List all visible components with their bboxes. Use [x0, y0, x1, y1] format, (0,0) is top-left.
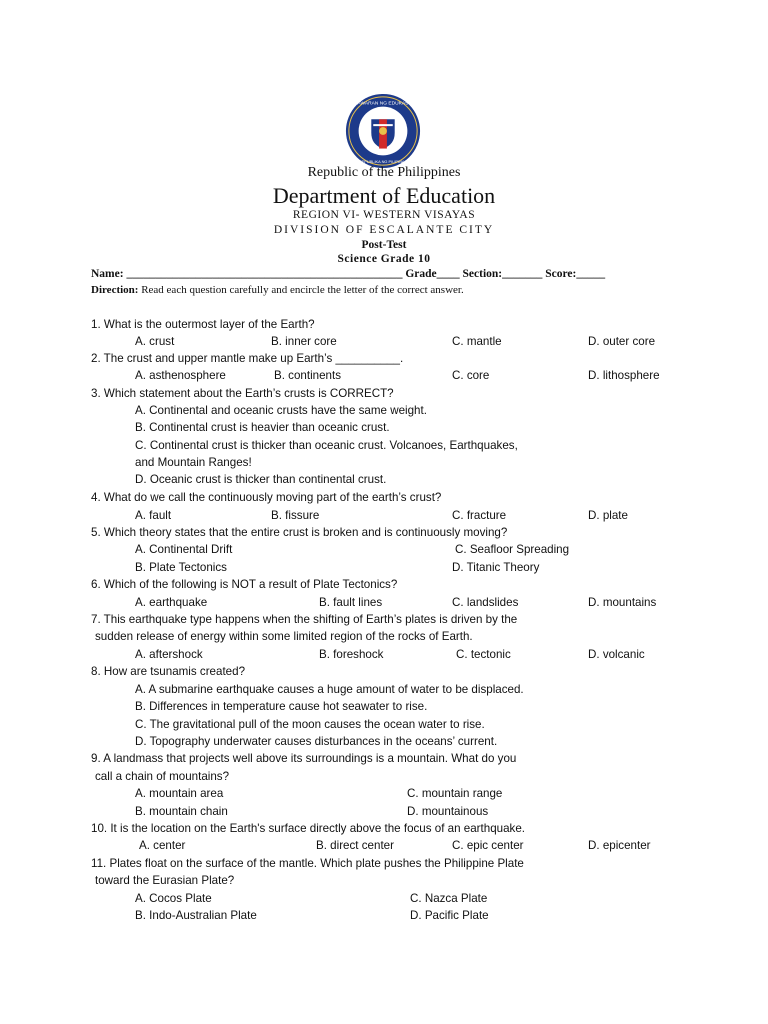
deped-seal-logo — [344, 92, 422, 170]
question-6: 6. Which of the following is NOT a result of Plate Tectonics? — [91, 578, 398, 591]
question-3: 3. Which statement about the Earth’s crusts is CORRECT? — [91, 387, 394, 400]
q9-option-b[interactable]: B. mountain chain — [135, 805, 228, 818]
q5-option-d[interactable]: D. Titanic Theory — [452, 561, 540, 574]
q4-option-a[interactable]: A. fault — [135, 509, 172, 522]
question-7: 7. This earthquake type happens when the shifting of Earth’s plates is driven by the — [91, 613, 518, 626]
q3-option-b[interactable]: B. Continental crust is heavier than oceanic crust. — [135, 421, 390, 434]
q2-option-c[interactable]: C. core — [452, 369, 490, 382]
q5-option-b[interactable]: B. Plate Tectonics — [135, 561, 227, 574]
direction-line — [91, 284, 464, 296]
q10-option-a[interactable]: A. center — [139, 839, 186, 852]
question-9: 9. A landmass that projects well above its surroundings is a mountain. What do you — [91, 752, 517, 765]
q6-option-a[interactable]: A. earthquake — [135, 596, 208, 609]
division-heading: DIVISION OF ESCALANTE CITY — [273, 224, 495, 236]
q1-option-a[interactable]: A. crust — [135, 335, 175, 348]
q8-option-d[interactable]: D. Topography underwater causes disturbances in the oceans’ current. — [135, 735, 498, 748]
grade-blank[interactable]: ____ — [436, 268, 460, 280]
q6-option-c[interactable]: C. landslides — [452, 596, 519, 609]
question-7-continued: sudden release of energy within some limited region of the rocks of Earth. — [95, 630, 473, 643]
q7-option-b[interactable]: B. foreshock — [319, 648, 384, 661]
q2-option-b[interactable]: B. continents — [274, 369, 342, 382]
q2-option-a[interactable]: A. asthenosphere — [135, 369, 226, 382]
question-11: 11. Plates float on the surface of the mantle. Which plate pushes the Philippine Plate — [91, 857, 524, 870]
q7-option-d[interactable]: D. volcanic — [588, 648, 645, 661]
q10-option-c[interactable]: C. epic center — [452, 839, 524, 852]
q4-option-d[interactable]: D. plate — [588, 509, 628, 522]
region-heading: REGION VI- WESTERN VISAYAS — [292, 209, 476, 221]
direction-label: Direction: — [91, 284, 139, 296]
test-title: Post-Test — [361, 239, 407, 251]
q1-option-b[interactable]: B. inner core — [271, 335, 337, 348]
question-4: 4. What do we call the continuously moving part of the earth’s crust? — [91, 491, 442, 504]
department-heading: Department of Education — [272, 183, 496, 208]
question-10: 10. It is the location on the Earth's surface directly above the focus of an earthquake. — [91, 822, 526, 835]
q11-option-a[interactable]: A. Cocos Plate — [135, 892, 212, 905]
republic-heading: Republic of the Philippines — [307, 165, 461, 180]
direction-text: Read each question carefully and encircle the letter of the correct answer. — [141, 284, 464, 296]
q5-option-a[interactable]: A. Continental Drift — [135, 543, 233, 556]
q4-option-b[interactable]: B. fissure — [271, 509, 320, 522]
q9-option-d[interactable]: D. mountainous — [407, 805, 489, 818]
q9-option-a[interactable]: A. mountain area — [135, 787, 224, 800]
question-2: 2. The crust and upper mantle make up Earth’s __________. — [91, 352, 404, 365]
question-1: 1. What is the outermost layer of the Earth? — [91, 318, 315, 331]
q11-option-d[interactable]: D. Pacific Plate — [410, 909, 489, 922]
q2-option-d[interactable]: D. lithosphere — [588, 369, 660, 382]
q3-option-a[interactable]: A. Continental and oceanic crusts have the same weight. — [135, 404, 427, 417]
q4-option-c[interactable]: C. fracture — [452, 509, 507, 522]
grade-label: Grade — [405, 268, 437, 280]
q6-option-b[interactable]: B. fault lines — [319, 596, 383, 609]
q6-option-d[interactable]: D. mountains — [588, 596, 657, 609]
q10-option-b[interactable]: B. direct center — [316, 839, 394, 852]
q1-option-d[interactable]: D. outer core — [588, 335, 656, 348]
name-blank[interactable]: ________________________________________________ — [126, 268, 403, 280]
name-label: Name: — [91, 268, 124, 280]
question-8: 8. How are tsunamis created? — [91, 665, 246, 678]
q11-option-b[interactable]: B. Indo-Australian Plate — [135, 909, 257, 922]
svg-text:REPUBLIKA NG PILIPINAS: REPUBLIKA NG PILIPINAS — [358, 159, 408, 165]
section-blank[interactable]: _______ — [502, 268, 543, 280]
section-label: Section: — [462, 268, 503, 280]
score-blank[interactable]: _____ — [576, 268, 606, 280]
subject-grade: Science Grade 10 — [337, 253, 431, 265]
q3-option-c[interactable]: C. Continental crust is thicker than oceanic crust. Volcanoes, Earthquakes, — [135, 439, 518, 452]
student-info-line — [91, 268, 605, 280]
q5-option-c[interactable]: C. Seafloor Spreading — [455, 543, 570, 556]
question-11-continued: toward the Eurasian Plate? — [95, 874, 235, 887]
q3-option-d[interactable]: D. Oceanic crust is thicker than continental crust. — [135, 473, 387, 486]
q10-option-d[interactable]: D. epicenter — [588, 839, 651, 852]
q11-option-c[interactable]: C. Nazca Plate — [410, 892, 488, 905]
q8-option-c[interactable]: C. The gravitational pull of the moon causes the ocean water to rise. — [135, 718, 485, 731]
q8-option-b[interactable]: B. Differences in temperature cause hot seawater to rise. — [135, 700, 428, 713]
svg-text:KAGAWARAN NG EDUKASYON: KAGAWARAN NG EDUKASYON — [347, 101, 419, 107]
score-label: Score: — [545, 268, 577, 280]
q7-option-a[interactable]: A. aftershock — [135, 648, 203, 661]
q7-option-c[interactable]: C. tectonic — [456, 648, 511, 661]
question-9-continued: call a chain of mountains? — [95, 770, 230, 783]
q8-option-a[interactable]: A. A submarine earthquake causes a huge amount of water to be displaced. — [135, 683, 524, 696]
q9-option-c[interactable]: C. mountain range — [407, 787, 503, 800]
q1-option-c[interactable]: C. mantle — [452, 335, 502, 348]
q3-option-c-continued: and Mountain Ranges! — [135, 456, 252, 469]
question-5: 5. Which theory states that the entire crust is broken and is continuously moving? — [91, 526, 508, 539]
